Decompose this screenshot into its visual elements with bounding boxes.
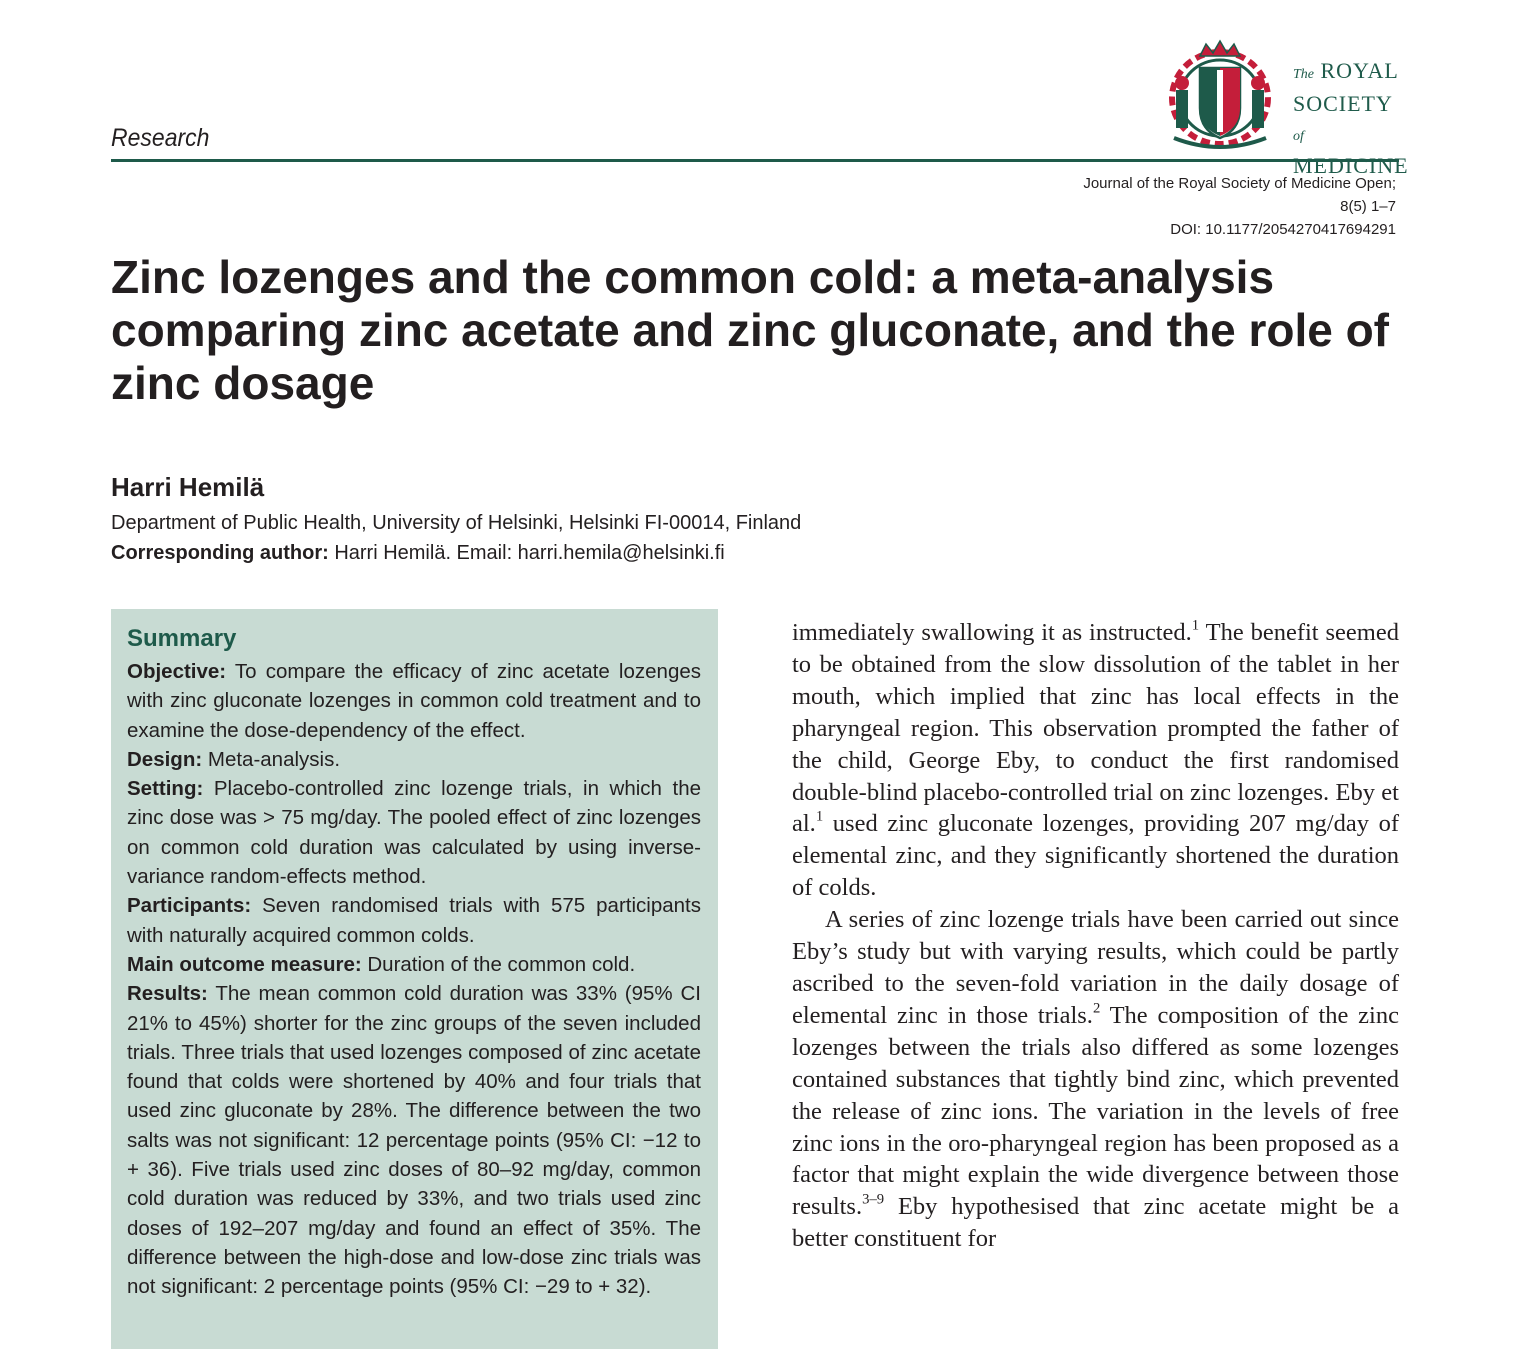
summary-results: Results: The mean common cold duration was 33% (95% CI 21% to 45%) shorter for the zinc groups of the seven included trials. Three trials that used lozenges composed of zinc acetate found that colds were shortened by 40% and four trials that used zinc gluconate by 28%. The difference between the two salts was not significant: 12 percentage points (95% CI: −12 to + 36). Five trials used zinc doses of 80–92 mg/day, common cold duration was reduced by 33%, and two trials used zinc doses of 192–207 mg/day and found an effect of 35%. The difference between the high-dose and low-dose zinc trials was not significant: 2 percentage points (95% CI: −29 to + 32). bbox=[127, 982, 701, 1299]
author-name: Harri Hemilä bbox=[111, 472, 265, 502]
summary-objective: Objective: To compare the efficacy of zinc acetate lozenges with zinc gluconate lozenges in common cold treatment and to examine the dose-dependency of the effect. bbox=[127, 660, 701, 742]
body-paragraph: immediately swallowing it as instructed.$^1$ The benefit seemed to be obtained from the slow dissolution of the tablet in her mouth, which implied that zinc has local effects in the pharyngeal region. This observation prompted the father of the child, George Eby, to conduct the first randomised double-blind placebo-controlled trial on zinc lozenges. Eby et al.$^1$ used zinc gluconate lozenges, providing 207 mg/day of elemental zinc, and they significantly shortened the duration of colds. bbox=[792, 617, 1399, 902]
citation-ref[interactable]: 1 bbox=[815, 809, 824, 826]
journal-volume: 8(5) 1–7 bbox=[1340, 198, 1396, 215]
corresponding-author bbox=[111, 538, 801, 568]
citation-ref[interactable]: 3–9 bbox=[862, 1192, 885, 1209]
header-rule bbox=[111, 159, 1399, 162]
corresponding-contact[interactable]: Harri Hemilä. Email: harri.hemila@helsinki.fi bbox=[328, 542, 725, 564]
summary-main-outcome: Main outcome measure: Duration of the common cold. bbox=[127, 952, 636, 976]
summary-design: Design: Meta-analysis. bbox=[127, 747, 341, 771]
society-logo-text: The ROYAL SOCIETY of MEDICINE bbox=[1293, 58, 1409, 178]
author-affiliation-block bbox=[111, 508, 801, 568]
body-text-column bbox=[792, 617, 1399, 1255]
body-paragraph: A series of zinc lozenge trials have been carried out since Eby’s study but with varying results, which could be partly ascribed to the seven-fold variation in the daily dosage of elemental zinc in those trials.$^2$ The composition of the zinc lozenges between the trials also differed as some lozenges contained substances that tightly bind zinc, which prevented the release of zinc ions. The variation in the levels of free zinc ions in the oro-pharyngeal region has been proposed as a factor that might explain the wide divergence between those results.$^{3-9}$ Eby hypothesised that zinc acetate might be a better constituent for bbox=[792, 906, 1399, 1253]
journal-citation bbox=[1083, 172, 1396, 241]
corresponding-label: Corresponding author: bbox=[111, 542, 329, 564]
citation-ref[interactable]: 1 bbox=[1191, 617, 1200, 634]
summary-setting: Setting: Placebo-controlled zinc lozenge trials, in which the zinc dose was > 75 mg/day. The pooled effect of zinc lozenges on common cold duration was calculated by using inverse-variance random-effects method. bbox=[127, 777, 701, 889]
affiliation: Department of Public Health, University of Helsinki, Helsinki FI-00014, Finland bbox=[111, 512, 802, 534]
journal-name: Journal of the Royal Society of Medicine Open; bbox=[1083, 175, 1396, 192]
summary-participants: Participants: Seven randomised trials with 575 participants with naturally acquired common colds. bbox=[127, 894, 701, 947]
summary-box bbox=[111, 609, 718, 1349]
citation-ref[interactable]: 2 bbox=[1092, 1000, 1101, 1017]
journal-doi[interactable]: DOI: 10.1177/2054270417694291 bbox=[1170, 221, 1396, 238]
article-title: Zinc lozenges and the common cold: a meta-analysis comparing zinc acetate and zinc gluconate, and the role of zinc dosage bbox=[111, 251, 1390, 409]
section-label: Research bbox=[111, 124, 210, 152]
summary-heading: Summary bbox=[127, 625, 237, 652]
